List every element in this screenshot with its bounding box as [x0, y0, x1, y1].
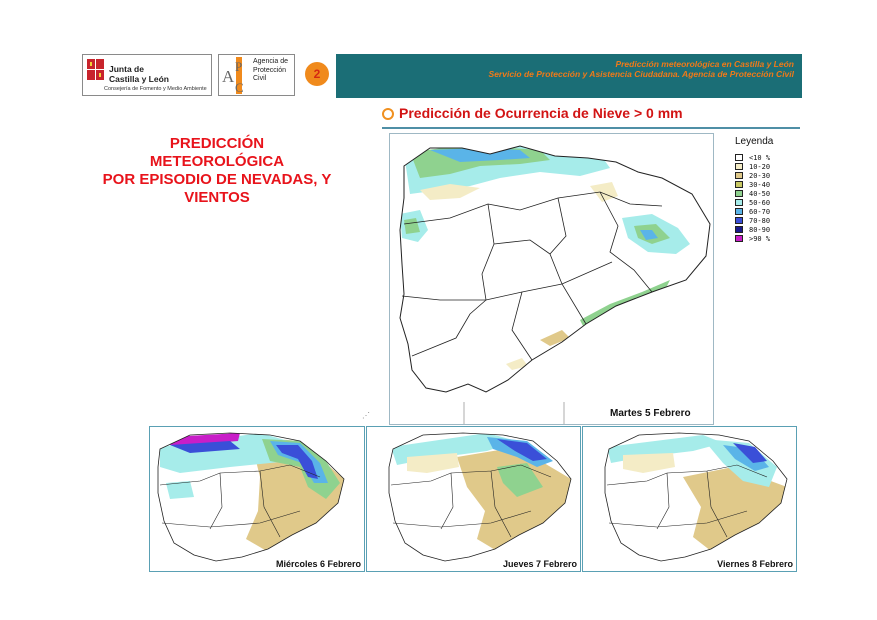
legend-item	[735, 225, 805, 234]
legend-swatch	[735, 217, 743, 224]
band-title: Predicción meteorológica en Castilla y León	[615, 59, 794, 69]
resize-grip-icon: ⋰	[362, 411, 370, 420]
title-line4: VIENTOS	[184, 189, 250, 206]
slide-number: 2	[305, 62, 329, 86]
legend-label: 60-70	[749, 207, 771, 216]
legend-swatch	[735, 208, 743, 215]
agency-line1: Agencia de	[253, 58, 289, 65]
legend	[735, 136, 805, 243]
title-line3: POR EPISODIO DE NEVADAS, Y	[102, 171, 332, 188]
legend-item	[735, 180, 805, 189]
svg-text:C: C	[235, 80, 244, 94]
legend-item	[735, 189, 805, 198]
agency-line2: Protección	[253, 66, 287, 74]
band-subtitle: Servicio de Protección y Asistencia Ciudadana. Agencia de Protección Civil	[488, 69, 794, 79]
legend-label: 20-30	[749, 171, 771, 180]
legend-swatch	[735, 172, 743, 179]
legend-swatch	[735, 235, 743, 242]
small-map-wednesday	[149, 426, 365, 572]
civil-protection-logo	[218, 54, 295, 96]
apc-monogram-icon	[221, 57, 253, 94]
org-name-line2: Castilla y León	[109, 74, 169, 84]
legend-title: Leyenda	[735, 136, 774, 147]
legend-item	[735, 162, 805, 171]
legend-item	[735, 216, 805, 225]
title-line1: PREDICCIÓN	[169, 135, 265, 152]
legend-item	[735, 198, 805, 207]
legend-swatch	[735, 163, 743, 170]
agency-line3: Civil	[253, 75, 267, 82]
small-map-friday	[582, 426, 797, 572]
svg-text:P: P	[235, 59, 243, 74]
legend-label: >90 %	[749, 234, 771, 243]
org-name-line1: Junta de	[109, 64, 144, 74]
map-title: Predicción de Ocurrencia de Nieve > 0 mm	[399, 105, 683, 121]
svg-text:A: A	[222, 67, 235, 86]
small-map-date-2: Jueves 7 Febrero	[502, 559, 577, 569]
legend-swatch	[735, 199, 743, 206]
org-department: Consejería de Fomento y Medio Ambiente	[104, 86, 207, 92]
legend-label: 10-20	[749, 162, 771, 171]
legend-label: 70-80	[749, 216, 771, 225]
legend-label: 50-60	[749, 198, 771, 207]
main-snow-map	[389, 133, 714, 425]
coat-of-arms-icon	[87, 59, 104, 81]
legend-swatch	[735, 226, 743, 233]
title-line2: METEOROLÓGICA	[149, 153, 285, 170]
legend-swatch	[735, 181, 743, 188]
small-map-date-1: Miércoles 6 Febrero	[275, 559, 361, 569]
legend-swatch	[735, 190, 743, 197]
legend-item	[735, 234, 805, 243]
small-map-date-3: Viernes 8 Febrero	[717, 559, 793, 569]
legend-label: 40-50	[749, 189, 771, 198]
legend-item	[735, 171, 805, 180]
legend-item	[735, 153, 805, 162]
legend-label: <10 %	[749, 153, 771, 162]
small-map-thursday	[366, 426, 581, 572]
title-rule	[382, 127, 800, 129]
main-map-date: Martes 5 Febrero	[610, 408, 691, 419]
legend-label: 80-90	[749, 225, 771, 234]
legend-label: 30-40	[749, 180, 771, 189]
bullet-icon	[382, 108, 394, 120]
header-band	[336, 54, 802, 98]
legend-item	[735, 207, 805, 216]
junta-logo	[82, 54, 212, 96]
page-title	[62, 135, 372, 207]
legend-swatch	[735, 154, 743, 161]
